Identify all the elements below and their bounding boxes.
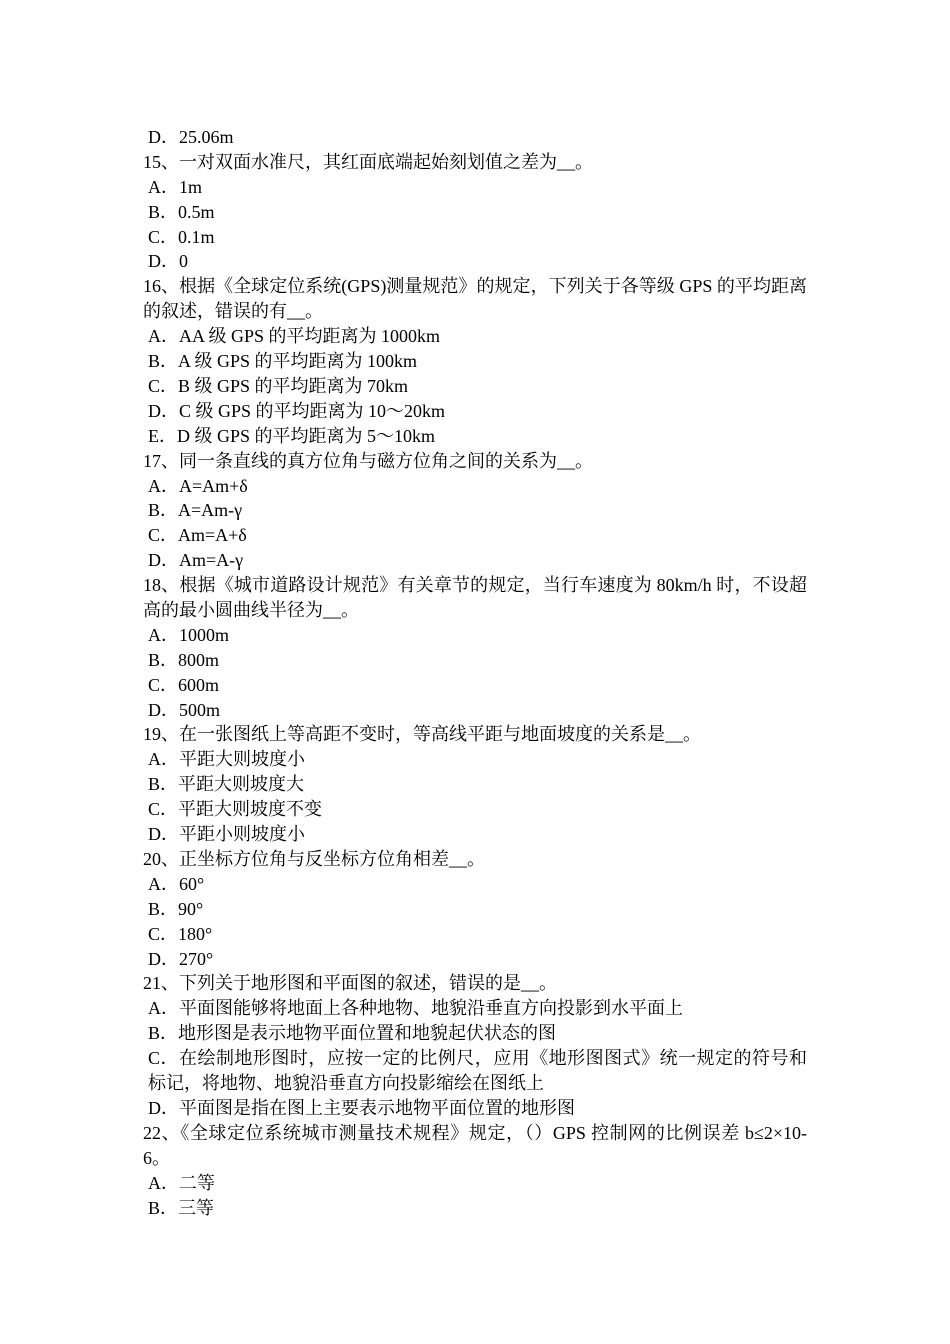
option-e: E．D 级 GPS 的平均距离为 5～10km bbox=[148, 425, 436, 446]
option-a: A．二等 bbox=[148, 1172, 215, 1193]
option-b: B．三等 bbox=[148, 1197, 215, 1218]
option-b: B．平距大则坡度大 bbox=[148, 774, 305, 795]
question-22: 22、《全球定位系统城市测量技术规程》规定，（）GPS 控制网的比例误差 b≤2×10-6。 bbox=[143, 1122, 807, 1168]
option-c: C．180° bbox=[148, 923, 213, 944]
option-a: A．60° bbox=[148, 873, 205, 894]
option-a: A．平面图能够将地面上各种地物、地貌沿垂直方向投影到水平面上 bbox=[148, 998, 683, 1019]
option-a: A．1000m bbox=[148, 624, 229, 645]
option-b: B．地形图是表示地物平面位置和地貌起伏状态的图 bbox=[148, 1023, 557, 1044]
option-c: C．0.1m bbox=[148, 226, 215, 247]
option-b: B．A=Am-γ bbox=[148, 500, 243, 521]
option-a: A．1m bbox=[148, 176, 202, 197]
option-c: C．平距大则坡度不变 bbox=[148, 799, 323, 820]
option-a: A．AA 级 GPS 的平均距离为 1000km bbox=[148, 326, 441, 347]
option-a: A．A=Am+δ bbox=[148, 475, 248, 496]
option-b: B．800m bbox=[148, 649, 220, 670]
option-d: D．25.06m bbox=[148, 127, 234, 147]
document-page bbox=[143, 125, 807, 1220]
option-b: B．90° bbox=[148, 898, 204, 919]
option-c: C．B 级 GPS 的平均距离为 70km bbox=[148, 375, 409, 396]
option-c: C．Am=A+δ bbox=[148, 525, 247, 546]
question-20: 20、正坐标方位角与反坐标方位角相差__。 bbox=[143, 848, 485, 869]
option-d: D．C 级 GPS 的平均距离为 10～20km bbox=[148, 400, 446, 421]
option-d: D．500m bbox=[148, 699, 220, 720]
question-19: 19、在一张图纸上等高距不变时，等高线平距与地面坡度的关系是__。 bbox=[143, 724, 701, 745]
option-d: D．270° bbox=[148, 948, 214, 969]
question-15: 15、一对双面水准尺，其红面底端起始刻划值之差为__。 bbox=[143, 151, 593, 172]
question-18: 18、根据《城市道路设计规范》有关章节的规定，当行车速度为 80km/h 时，不设超高的最小圆曲线半径为__。 bbox=[143, 575, 807, 620]
option-d: D．平距小则坡度小 bbox=[148, 824, 305, 845]
option-c: C．600m bbox=[148, 674, 220, 695]
option-d: D．平面图是指在图上主要表示地物平面位置的地形图 bbox=[148, 1097, 575, 1118]
question-21: 21、下列关于地形图和平面图的叙述，错误的是__。 bbox=[143, 973, 557, 994]
option-d: D．Am=A-γ bbox=[148, 550, 244, 571]
option-c: C．在绘制地形图时，应按一定的比例尺，应用《地形图图式》统一规定的符号和标记，将地物、地貌沿垂直方向投影缩绘在图纸上 bbox=[148, 1048, 807, 1093]
question-17: 17、同一条直线的真方位角与磁方位角之间的关系为__。 bbox=[143, 450, 593, 471]
option-a: A．平距大则坡度小 bbox=[148, 749, 305, 770]
option-d: D．0 bbox=[148, 251, 188, 272]
option-b: B．A 级 GPS 的平均距离为 100km bbox=[148, 351, 418, 372]
option-b: B．0.5m bbox=[148, 201, 215, 222]
question-16: 16、根据《全球定位系统(GPS)测量规范》的规定，下列关于各等级 GPS 的平均距离的叙述，错误的有__。 bbox=[143, 276, 807, 322]
